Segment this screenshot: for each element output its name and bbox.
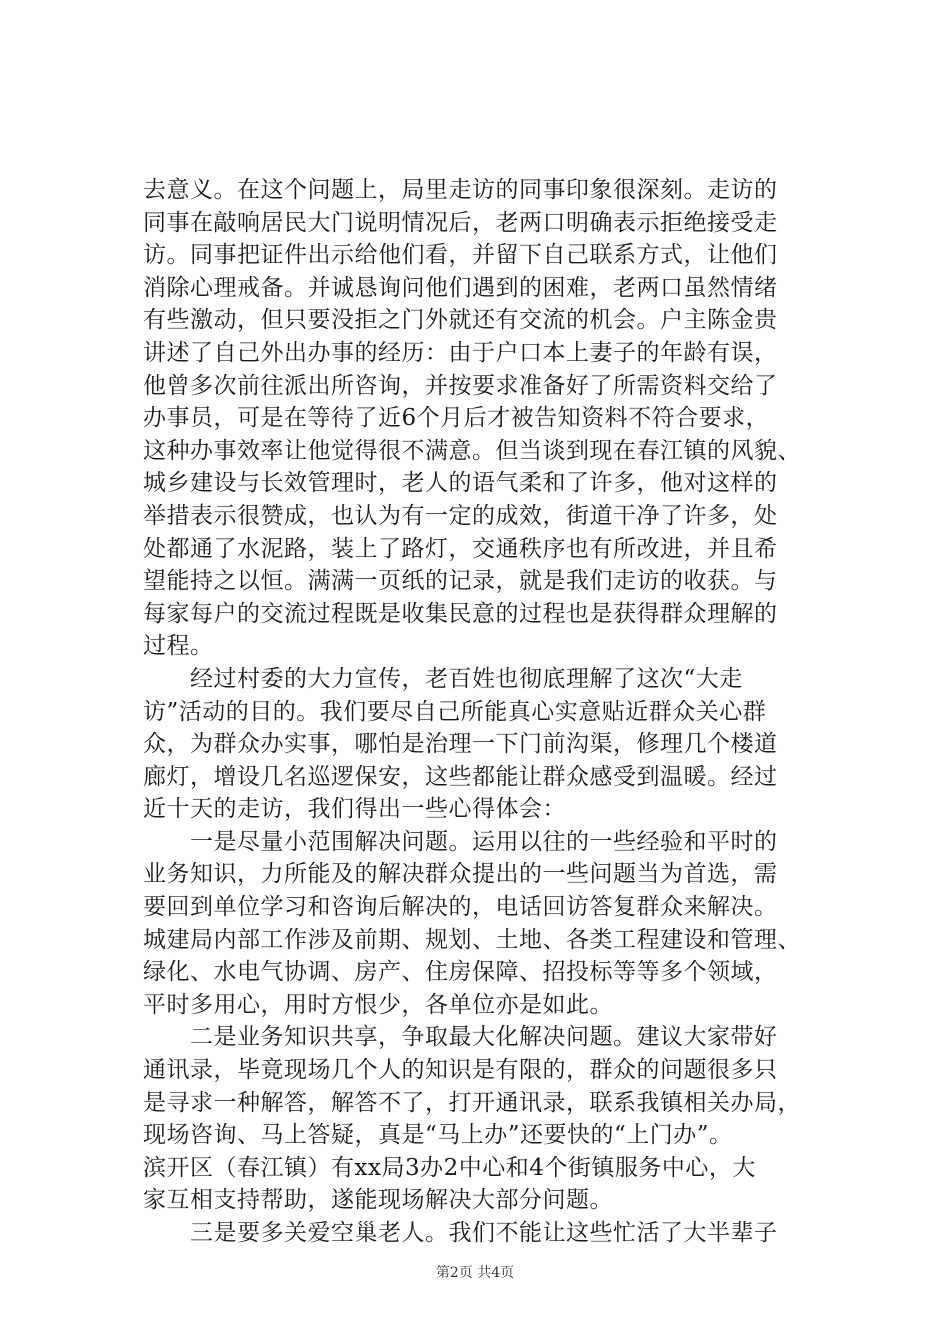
text-line: 家互相支持帮助，遂能现场解决大部分问题。 [143,1187,613,1214]
text-line: 访。同事把证件出示给他们看，并留下自己联系方式，让他们 [143,242,778,269]
text-line: 城建局内部工作涉及前期、规划、土地、各类工程建设和管理、 [143,926,801,953]
text-line: 去意义。在这个问题上，局里走访的同事印象很深刻。走访的 [143,177,778,203]
text-line: 众，为群众办实事，哪怕是治理一下门前沟渠，修理几个楼道 [143,731,778,758]
text-line: 讲述了自己外出办事的经历：由于户口本上妻子的年龄有误， [143,339,778,366]
text-line: 望能持之以恒。满满一页纸的记录，就是我们走访的收获。与 [143,568,778,595]
text-line: 近十天的走访，我们得出一些心得体会： [143,796,566,823]
text-line: 绿化、水电气协调、房产、住房保障、招投标等等多个领域， [143,959,778,986]
text-line: 有些激动，但只要没拒之门外就还有交流的机会。户主陈金贵 [143,307,778,334]
text-line: 同事在敲响居民大门说明情况后，老两口明确表示拒绝接受走 [143,209,778,236]
text-line: 城乡建设与长效管理时，老人的语气柔和了许多，他对这样的 [143,470,778,497]
text-line: 业务知识，力所能及的解决群众提出的一些问题当为首选，需 [143,861,778,888]
text-line: 平时多用心，用时方恨少，各单位亦是如此。 [143,991,613,1018]
page-footer: 第2页 共4页 [435,1265,515,1281]
text-line: 一是尽量小范围解决问题。运用以往的一些经验和平时的 [143,828,778,855]
text-line: 每家每户的交流过程既是收集民意的过程也是获得群众理解的 [143,600,778,627]
text-line: 是寻求一种解答，解答不了，打开通讯录，联系我镇相关办局， [143,1089,801,1116]
text-line: 通讯录，毕竟现场几个人的知识是有限的，群众的问题很多只 [143,1057,778,1084]
text-line: 要回到单位学习和咨询后解决的，电话回访答复群众来解决。 [143,894,778,921]
text-line: 廊灯，增设几名巡逻保安，这些都能让群众感受到温暖。经过 [143,763,778,790]
text-line: 二是业务知识共享，争取最大化解决问题。建议大家带好 [143,1024,778,1051]
body-text [143,174,843,1250]
text-line: 滨开区（春江镇）有xx局3办2中心和4个街镇服务中心，大 [143,1154,756,1181]
text-line: 三是要多关爱空巢老人。我们不能让这些忙活了大半辈子 [143,1220,778,1246]
text-line: 访”活动的目的。我们要尽自己所能真心实意贴近群众关心群 [143,698,767,725]
text-line: 办事员，可是在等待了近6个月后才被告知资料不符合要求， [143,405,770,432]
text-line: 现场咨询、马上答疑，真是“马上办”还要快的“上门办”。 [143,1122,733,1149]
text-line: 处都通了水泥路，装上了路灯，交通秩序也有所改进，并且希 [143,535,778,562]
text-line: 消除心理戒备。并诚恳询问他们遇到的困难，老两口虽然情绪 [143,274,778,301]
text-line: 他曾多次前往派出所咨询，并按要求准备好了所需资料交给了 [143,372,778,399]
text-line: 这种办事效率让他觉得很不满意。但当谈到现在春江镇的风貌、 [143,437,801,464]
text-line: 经过村委的大力宣传，老百姓也彻底理解了这次“大走 [143,665,743,692]
text-line: 举措表示很赞成，也认为有一定的成效，街道干净了许多，处 [143,502,778,529]
text-line: 过程。 [143,633,214,660]
